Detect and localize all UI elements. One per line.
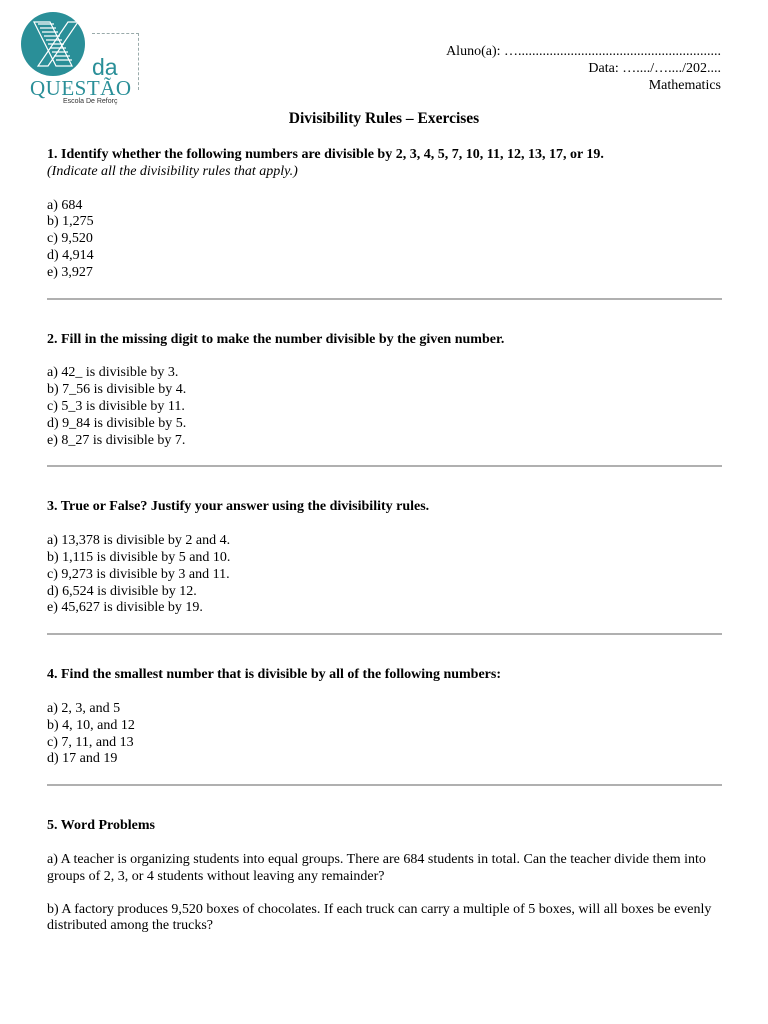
list-item: d) 17 and 19 [47, 751, 118, 767]
divider [47, 784, 722, 786]
subject-label: Mathematics [648, 78, 721, 93]
page-title: Divisibility Rules – Exercises [288, 110, 480, 127]
date-field: Data: …..../…..../202.... [588, 61, 721, 76]
question-5-title: 5. Word Problems [47, 818, 155, 834]
question-4 [47, 667, 722, 768]
divider [47, 633, 722, 635]
school-logo [20, 12, 142, 108]
list-item: a) 42_ is divisible by 3. [47, 365, 179, 381]
list-item: e) 8_27 is divisible by 7. [47, 432, 186, 448]
list-item: b) 1,115 is divisible by 5 and 10. [47, 549, 231, 565]
header-info [446, 43, 721, 94]
list-item: c) 7, 11, and 13 [47, 734, 134, 750]
question-2 [47, 332, 722, 450]
list-item: c) 5_3 is divisible by 11. [47, 398, 185, 414]
question-1 [47, 147, 722, 282]
list-item: b) 1,275 [47, 214, 94, 230]
question-2-items [47, 365, 722, 449]
list-item: c) 9,273 is divisible by 3 and 11. [47, 566, 230, 582]
list-item: e) 45,627 is divisible by 19. [47, 600, 203, 616]
list-item: e) 3,927 [47, 264, 93, 280]
logo-text-da: da [92, 54, 118, 80]
list-item: d) 4,914 [47, 247, 94, 263]
question-2-title: 2. Fill in the missing digit to make the number divisible by the given number. [47, 331, 505, 347]
exercise-content [47, 147, 722, 935]
list-item: b) 7_56 is divisible by 4. [47, 382, 187, 398]
student-field: Aluno(a): ….......................................................... [446, 44, 721, 59]
divider [47, 298, 722, 300]
word-problem: b) A factory produces 9,520 boxes of chocolates. If each truck can carry a multiple of 5 boxes, will all boxes be evenly distributed among the trucks? [47, 901, 712, 934]
question-4-items [47, 701, 722, 768]
question-3-items [47, 533, 722, 617]
word-problem: a) A teacher is organizing students into equal groups. There are 684 students in total. Can the teacher divide them into groups of 2, 3, or 4 students without leaving any remainder? [47, 851, 706, 884]
logo-subtitle: Escola De Reforç [63, 98, 118, 105]
logo-text-questao: QUESTÃO [30, 76, 132, 100]
question-4-title: 4. Find the smallest number that is divisible by all of the following numbers: [47, 667, 502, 683]
list-item: b) 4, 10, and 12 [47, 717, 135, 733]
question-5 [47, 818, 722, 935]
divider [47, 465, 722, 467]
question-1-items [47, 198, 722, 282]
list-item: a) 684 [47, 197, 83, 213]
list-item: d) 9_84 is divisible by 5. [47, 415, 187, 431]
question-1-note: (Indicate all the divisibility rules that apply.) [47, 163, 298, 179]
list-item: a) 13,378 is divisible by 2 and 4. [47, 533, 231, 549]
list-item: d) 6,524 is divisible by 12. [47, 583, 197, 599]
question-1-title: 1. Identify whether the following numbers are divisible by 2, 3, 4, 5, 7, 10, 11, 12, 13, 17, or 19. [47, 147, 604, 162]
question-3-title: 3. True or False? Justify your answer using the divisibility rules. [47, 499, 430, 515]
list-item: c) 9,520 [47, 231, 93, 247]
list-item: a) 2, 3, and 5 [47, 700, 121, 716]
question-3 [47, 499, 722, 617]
